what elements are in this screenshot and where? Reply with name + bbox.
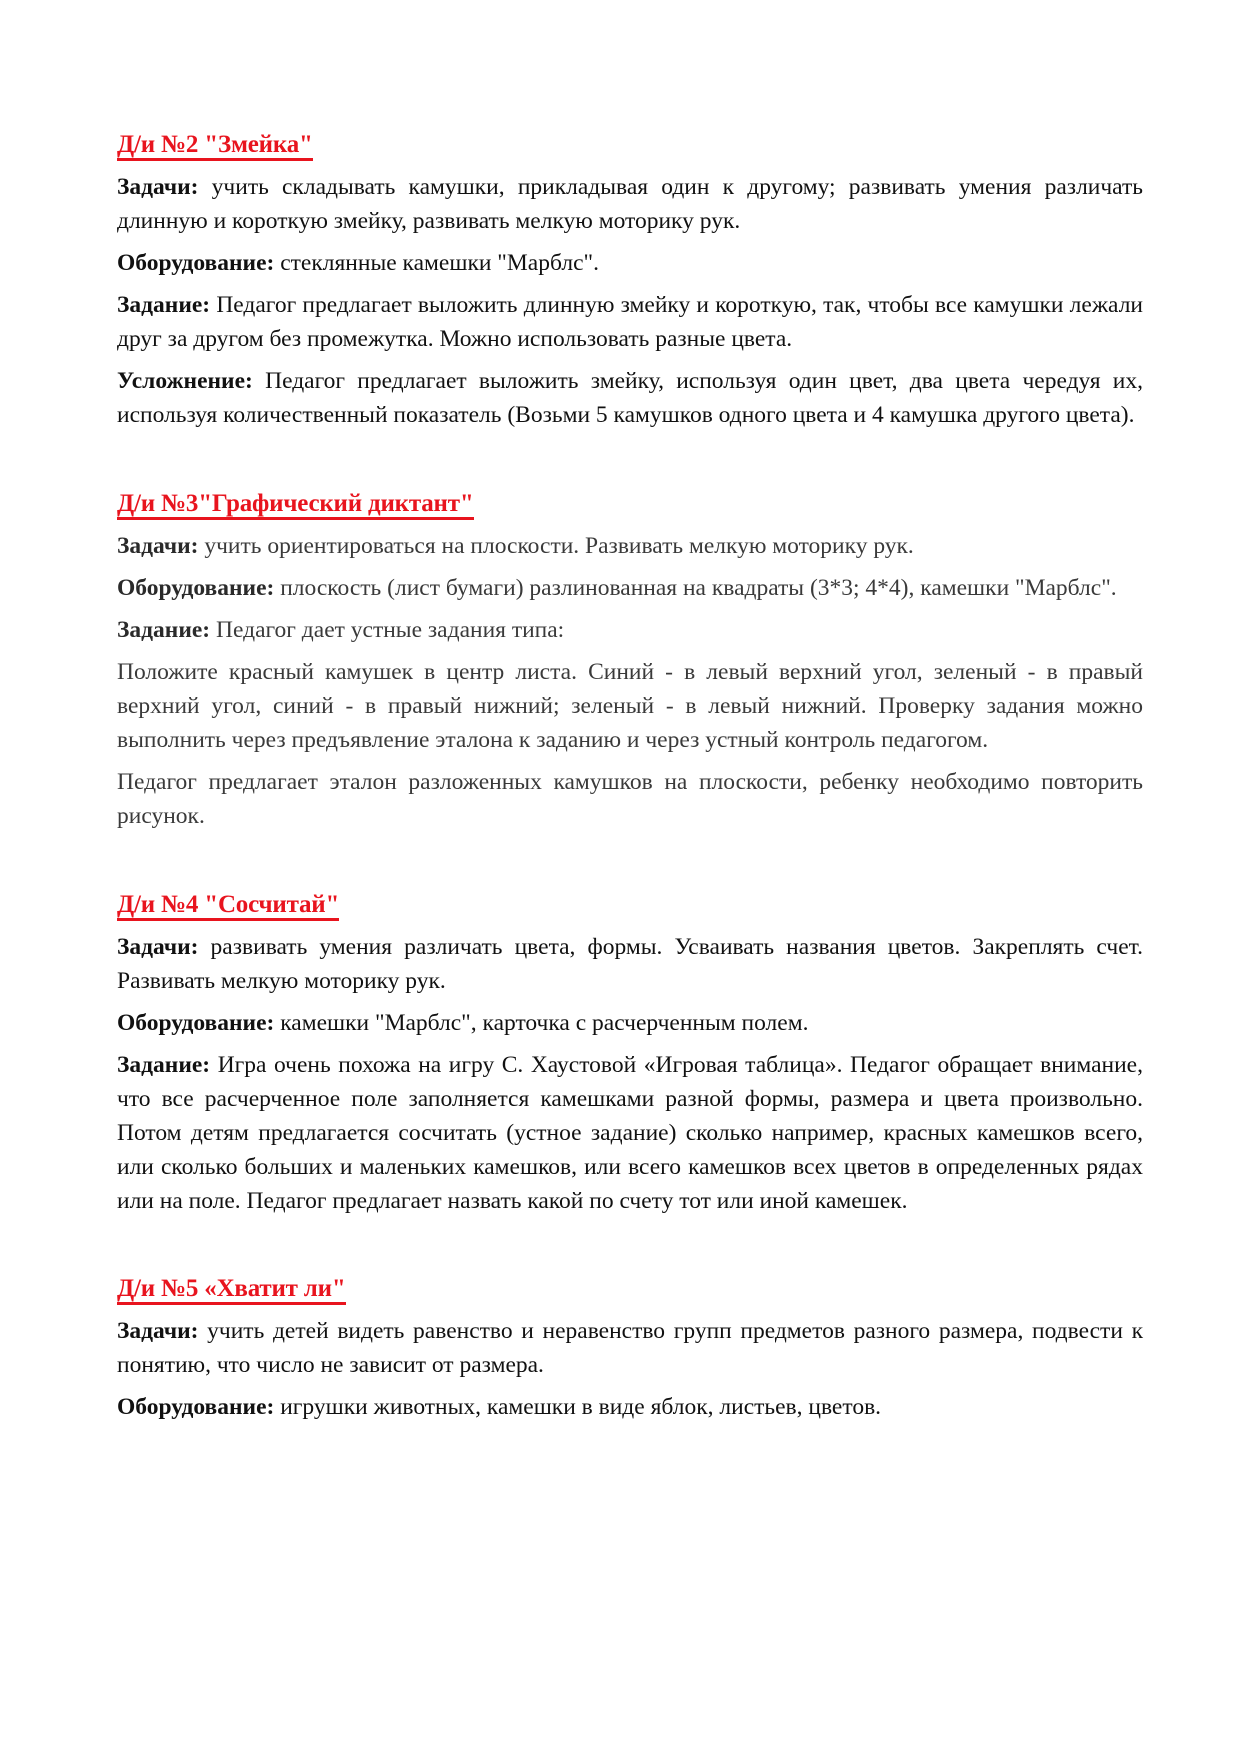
tasks-paragraph <box>117 1314 1143 1382</box>
assignment-label: Задание: <box>117 1052 211 1078</box>
instruction-text: Педагог предлагает эталон разложенных камушков на плоскости, ребенку необходимо повторить рисунок. <box>117 769 1143 829</box>
tasks-label: Задачи: <box>117 174 199 200</box>
equipment-paragraph <box>117 571 1143 605</box>
equipment-text: стеклянные камешки "Марблс". <box>274 250 599 276</box>
equipment-label: Оборудование: <box>117 1394 275 1420</box>
section-heading: Д/и №5 «Хватит ли" <box>117 1272 346 1305</box>
equipment-paragraph <box>117 1006 1143 1040</box>
equipment-label: Оборудование: <box>117 575 275 601</box>
assignment-text: Игра очень похожа на игру С. Хаустовой «Игровая таблица». Педагог обращает внимание, что все расчерченное поле заполняется камешками разной формы, размера и цвета произвольно. Потом детям предлагается сосчитать (устное задание) сколько например, красных камешков всего, или сколько больших и маленьких камешков, или всего камешков всех цветов в определенных рядах или на поле. Педагог предлагает назвать какой по счету тот или иной камешек. <box>117 1052 1143 1214</box>
tasks-label: Задачи: <box>117 1318 199 1344</box>
equipment-paragraph <box>117 1390 1143 1424</box>
assignment-label: Задание: <box>117 292 211 318</box>
game-section-5-enough <box>117 1272 1143 1424</box>
instruction-paragraph <box>117 655 1143 757</box>
tasks-paragraph <box>117 529 1143 563</box>
tasks-label: Задачи: <box>117 533 199 559</box>
section-heading: Д/и №4 "Сосчитай" <box>117 888 339 921</box>
tasks-text: учить детей видеть равенство и неравенство групп предметов разного размера, подвести к понятию, что число не зависит от размера. <box>117 1318 1143 1378</box>
equipment-text: камешки "Марблс", карточка с расчерченным полем. <box>274 1010 809 1036</box>
document-page <box>117 128 1143 1476</box>
tasks-label: Задачи: <box>117 934 199 960</box>
complication-paragraph <box>117 364 1143 432</box>
assignment-paragraph <box>117 288 1143 356</box>
equipment-label: Оборудование: <box>117 250 275 276</box>
tasks-text: учить складывать камушки, прикладывая один к другому; развивать умения различать длинную и короткую змейку, развивать мелкую моторику рук. <box>117 174 1143 234</box>
assignment-text: Педагог дает устные задания типа: <box>210 617 565 643</box>
assignment-paragraph <box>117 1048 1143 1218</box>
equipment-label: Оборудование: <box>117 1010 275 1036</box>
complication-text: Педагог предлагает выложить змейку, используя один цвет, два цвета чередуя их, используя количественный показатель (Возьми 5 камушков одного цвета и 4 камушка другого цвета). <box>117 368 1143 428</box>
section-heading: Д/и №3"Графический диктант" <box>117 487 474 520</box>
section-heading: Д/и №2 "Змейка" <box>117 128 313 161</box>
equipment-text: плоскость (лист бумаги) разлинованная на квадраты (3*3; 4*4), камешки "Марблс". <box>274 575 1117 601</box>
tasks-paragraph <box>117 170 1143 238</box>
tasks-paragraph <box>117 930 1143 998</box>
assignment-text: Педагог предлагает выложить длинную змейку и короткую, так, чтобы все камушки лежали друг за другом без промежутка. Можно использовать разные цвета. <box>117 292 1143 352</box>
game-section-4-count <box>117 888 1143 1218</box>
assignment-paragraph <box>117 613 1143 647</box>
complication-label: Усложнение: <box>117 368 253 394</box>
equipment-text: игрушки животных, камешки в виде яблок, листьев, цветов. <box>274 1394 882 1420</box>
tasks-text: учить ориентироваться на плоскости. Развивать мелкую моторику рук. <box>198 533 914 559</box>
assignment-label: Задание: <box>117 617 211 643</box>
instruction-paragraph <box>117 765 1143 833</box>
tasks-text: развивать умения различать цвета, формы. Усваивать названия цветов. Закреплять счет. Развивать мелкую моторику рук. <box>117 934 1143 994</box>
equipment-paragraph <box>117 246 1143 280</box>
game-section-2-snake <box>117 128 1143 432</box>
game-section-3-graphic-dictation <box>117 487 1143 833</box>
instruction-text: Положите красный камушек в центр листа. Синий - в левый верхний угол, зеленый - в правый верхний угол, синий - в правый нижний; зеленый - в левый нижний. Проверку задания можно выполнить через предъявление эталона к заданию и через устный контроль педагогом. <box>117 659 1143 753</box>
